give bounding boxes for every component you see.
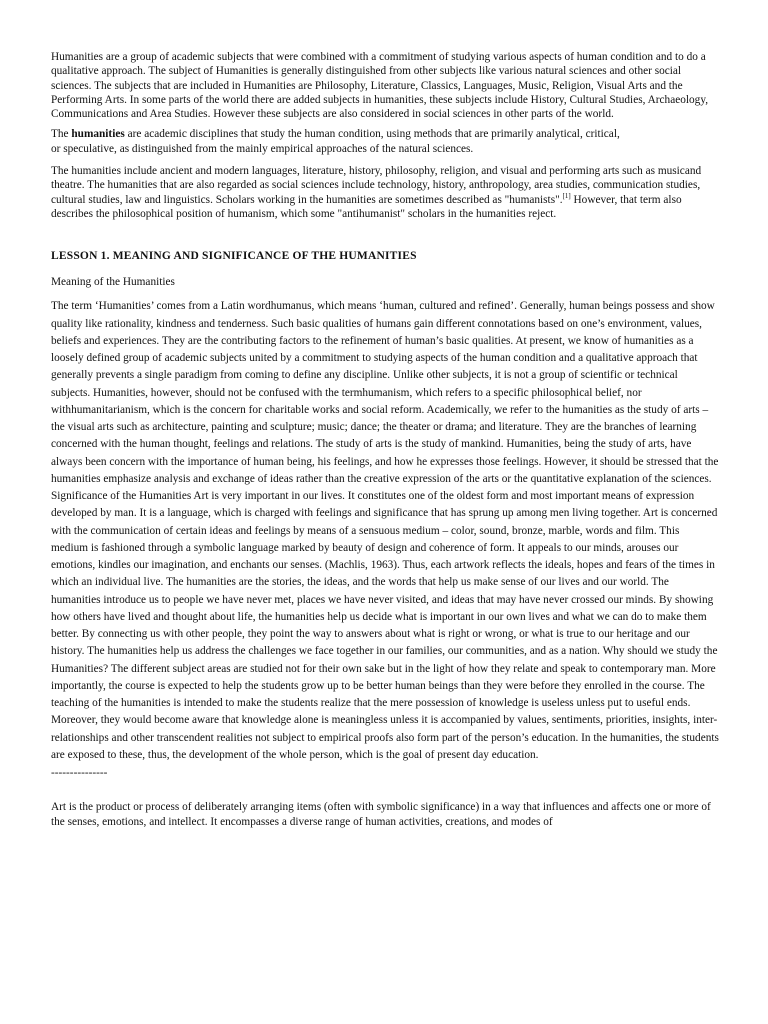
scope-tail: However, that term also describes the philosophical position of humanism, which some "antihumanist" scholars in the humanities reject. [51,193,682,220]
document-page [51,50,719,830]
humanities-term[interactable]: humanities [71,128,125,141]
intro-section [51,50,719,221]
citation-link[interactable]: [1] [562,191,571,200]
definition-paragraph [51,127,719,156]
definition-line1: are academic disciplines that study the human condition, using methods that are primarily analytical, critical, [124,128,620,141]
section-subheading: Meaning of the Humanities [51,276,175,289]
separator-line: --------------- [51,767,108,780]
lesson-heading: LESSON 1. MEANING AND SIGNIFICANCE OF THE HUMANITIES [51,250,417,263]
art-paragraph: Art is the product or process of deliberately arranging items (often with symbolic significance) in a way that influences and affects one or more of the senses, emotions, and intellect. It encompasses a diverse range of human activities, creations, and modes of [51,801,711,829]
definition-lead: The [51,128,72,141]
intro-paragraph: Humanities are a group of academic subjects that were combined with a commitment of studying various aspects of human condition and to do a qualitative approach. The subject of Humanities is generally distinguished from other subjects like various natural sciences and other social sciences. The subjects that are included in Humanities are Philosophy, Literature, Classics, Languages, Music, Religion, Visual Arts and the Performing Arts. In some parts of the world there are added subjects in humanities, these subjects include History, Cultural Studies, Archaeology, Communications and Area Studies. However these subjects are also considered in social sciences in other parts of the world. [51,51,709,121]
lesson-body: The term ‘Humanities’ comes from a Latin wordhumanus, which means ‘human, cultured and refined’. Generally, human beings possess and show quality like rationality, kindness and tenderness. Such basic qualities of humans gain different connotations based on one’s environment, values, beliefs and experiences. They are the contributing factors to the refinement of human’s basic qualities. At present, we know of humanities as a loosely defined group of academic subjects united by a commitment to studying aspects of the human condition and a qualitative approach that generally prevents a single paradigm from coming to define any discipline. Unlike other subjects, it is not a group of scientific or technical subjects. Humanities, however, should not be confused with the termhumanism, which refers to a specific philosophical belief, nor withhumanitarianism, which is the concern for charitable works and social reform. Academically, we refer to the humanities as the study of arts – the visual arts such as architecture, painting and sculpture; music; dance; the theater or drama; and literature. They are the branches of learning concerned with the human thought, feelings and relations. The study of arts is the study of mankind. Humanities, being the study of arts, have always been concern with the importance of human being, his feelings, and how he expresses those feelings. However, it should be stressed that the humanities emphasize analysis and exchange of ideas rather than the creative expression of the arts or the quantitative explanation of the sciences. Significance of the Humanities Art is very important in our lives. It constitutes one of the oldest form and most important means of expression developed by man. It is a language, which is charged with feelings and significance that has sprung up among men living together. Art is concerned with the communication of certain ideas and feelings by means of a sensuous medium – color, sound, bronze, marble, words and film. This medium is fashioned through a symbolic language marked by beauty of design and coherence of form. It appeals to our minds, arouses our emotions, kindles our imagination, and enchants our senses. (Machlis, 1963). Thus, each artwork reflects the ideals, hopes and fears of the times in which an individual live. The humanities are the stories, the ideas, and the words that help us make sense of our lives and our world. The humanities introduce us to people we have never met, places we have never visited, and ideas that may have never crossed our minds. By showing how others have lived and thought about life, the humanities help us decide what is important in our own lives and what we can do to make them better. By connecting us with other people, they point the way to answers about what is right or wrong, or what is true to our heritage and our history. The humanities help us address the challenges we face together in our families, our communities, and as a nation. Why should we study the Humanities? The different subject areas are studied not for their own sake but in the light of how they relate and speak to contemporary man. More importantly, the course is expected to help the students grow up to be better human beings than they were before they enrolled in the course. The teaching of the humanities is intended to make the students realize that the mere possession of knowledge is useless unless put to useful ends. Moreover, they would become aware that knowledge alone is meaningless unless it is accompanied by values, sentiments, priorities, insights, inter-relationships and other transcendent realities not subject to empirical proofs also form part of the person’s education. In the humanities, the students are exposed to these, thus, the development of the whole person, which is the goal of present day education. [51,300,719,761]
definition-line2: or speculative, as distinguished from the mainly empirical approaches of the natural sciences. [51,142,474,155]
scope-text: The humanities include ancient and modern languages, literature, history, philosophy, religion, and visual and performing arts such as musicand theatre. The humanities that are also regarded as social sciences include technology, history, anthropology, area studies, communication studies, cultural studies, law and linguistics. Scholars working in the humanities are sometimes described as "humanists". [51,165,702,206]
scope-paragraph [51,164,719,221]
